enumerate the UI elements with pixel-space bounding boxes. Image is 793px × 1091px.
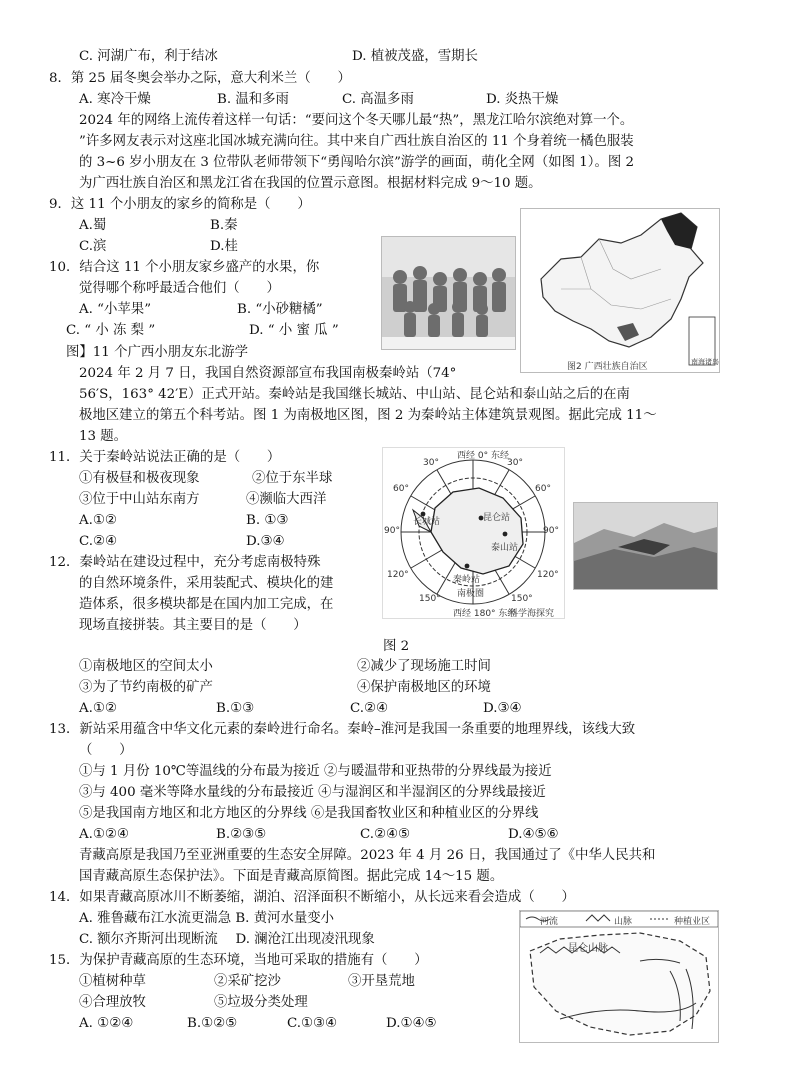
station-label: 秦岭站 xyxy=(453,575,481,585)
figure-caption: 图 2 xyxy=(383,639,410,654)
question-text: 的自然环境条件，采用装配式、模块化的建 xyxy=(79,576,334,591)
legend-veg: 种植业区 xyxy=(674,917,711,927)
deg-label: 30° xyxy=(507,458,523,468)
option-text: A. ①②④ xyxy=(79,1016,134,1031)
option-text: ④濒临大西洋 xyxy=(246,492,327,507)
option-text: A. “小苹果” xyxy=(79,302,152,317)
option-text: ⑤是我国南方地区和北方地区的分界线 ⑥是我国畜牧业区和种植业区的分界线 xyxy=(79,806,539,821)
option-text: C.①③④ xyxy=(287,1016,338,1031)
legend-mountain: 山脉 xyxy=(614,917,633,927)
option-text: ③位于中山站东南方 xyxy=(79,492,200,507)
option-text: ②减少了现场施工时间 xyxy=(357,659,491,674)
deg-label: 120° xyxy=(387,570,409,580)
question-text: 造体系，很多模块都是在国内加工完成，在 xyxy=(79,597,334,612)
deg-label: 90° xyxy=(384,526,400,536)
south-china-sea-label: 南海诸岛 xyxy=(691,358,719,366)
option-text: A.①② xyxy=(79,701,117,716)
option-text: ④合理放牧 xyxy=(79,995,146,1010)
deg-label: 120° xyxy=(537,570,559,580)
option-text: D.③④ xyxy=(246,534,285,549)
option-text: ③开垦荒地 xyxy=(348,974,415,989)
circle-label: 南极圈 xyxy=(457,589,485,599)
option-text: C. 额尔齐斯河出现断流 D. 澜沧江出现凌汛现象 xyxy=(79,932,375,947)
question-8: 8．第 25 届冬奥会举办之际，意大利米兰（ ） xyxy=(49,71,351,86)
option-text: D. 植被茂盛，雪期长 xyxy=(352,49,478,64)
option-text: C.滨 xyxy=(79,239,107,254)
tibet-plateau-map xyxy=(519,910,719,1043)
deg-label: 90° xyxy=(543,526,559,536)
china-location-map xyxy=(520,208,720,373)
option-text: D.①④⑤ xyxy=(386,1016,437,1031)
question-9: 9．这 11 个小朋友的家乡的简称是（ ） xyxy=(49,197,311,212)
material-text: 青藏高原是我国乃至亚洲重要的生态安全屏障。2023 年 4 月 26 日，我国通过了《中华人民共和 xyxy=(79,848,656,863)
material-text: 2024 年 2 月 7 日，我国自然资源部宣布我国南极秦岭站（74° xyxy=(79,366,457,381)
option-text: D.③④ xyxy=(483,701,522,716)
question-10: 10．结合这 11 个小朋友家乡盛产的水果，你 xyxy=(49,260,320,275)
question-text: （ ） xyxy=(79,743,133,758)
legend-river: 河流 xyxy=(540,917,559,927)
question-14: 14．如果青藏高原冰川不断萎缩，湖泊、沼泽面积不断缩小，从长远来看会造成（ ） xyxy=(49,890,575,905)
deg-label: 60° xyxy=(535,484,551,494)
deg-label: 150° xyxy=(419,594,441,604)
option-text: A.蜀 xyxy=(79,218,107,233)
material-text: 2024 年的网络上流传着这样一句话：“要问这个冬天哪儿最“热”，黑龙江哈尔滨绝对算一个。 xyxy=(79,113,634,128)
children-group-photo xyxy=(381,236,516,350)
material-text: 56′S，163° 42′E）正式开站。秦岭站是我国继长城站、中山站、昆仑站和泰山站之后的在南 xyxy=(79,387,630,402)
option-text: B. 温和多雨 xyxy=(217,92,289,107)
material-text: 极地区建立的第五个科考站。图 1 为南极地区图，图 2 为秦岭站主体建筑景观图。据此完成 11～ xyxy=(79,408,657,423)
material-text: 国青藏高原生态保护法》。下面是青藏高原简图。据此完成 14～15 题。 xyxy=(79,869,504,884)
deg-label: 60° xyxy=(393,484,409,494)
option-text: ②位于东半球 xyxy=(252,471,333,486)
option-text: A.①②④ xyxy=(79,827,129,842)
option-text: D. “ 小 蜜 瓜 ” xyxy=(249,323,339,338)
question-15: 15．为保护青藏高原的生态环境，当地可采取的措施有（ ） xyxy=(49,953,428,968)
option-text: D. 炎热干燥 xyxy=(486,92,559,107)
question-13: 13．新站采用蕴含中华文化元素的秦岭进行命名。秦岭–淮河是我国一条重要的地理界线，该线大致 xyxy=(49,722,636,737)
material-text: 为广西壮族自治区和黑龙江省在我国的位置示意图。根据材料完成 9～10 题。 xyxy=(79,176,542,191)
option-text: A. 寒冷干燥 xyxy=(79,92,151,107)
option-text: C.②④ xyxy=(79,534,118,549)
option-text: ①有极昼和极夜现象 xyxy=(79,471,200,486)
question-text: 现场直接拼装。其主要目的是（ ） xyxy=(79,618,307,633)
option-text: B. ①③ xyxy=(246,513,289,528)
source-label: 科学海探究 xyxy=(509,609,555,619)
material-text: 的 3~6 岁小朋友在 3 位带队老师带领下“勇闯哈尔滨”游学的画面，萌化全网（如图 1）。图 2 xyxy=(79,155,635,170)
option-text: B.①③ xyxy=(216,701,255,716)
option-text: C. 高温多雨 xyxy=(342,92,414,107)
option-text: ①与 1 月份 10℃等温线的分布最为接近 ②与暖温带和亚热带的分界线最为接近 xyxy=(79,764,552,779)
station-label: 昆仑站 xyxy=(483,513,511,523)
option-text: D.④⑤⑥ xyxy=(508,827,559,842)
option-text: ②采矿挖沙 xyxy=(214,974,281,989)
option-text: C.②④⑤ xyxy=(360,827,411,842)
question-text: 觉得哪个称呼最适合他们（ ） xyxy=(79,281,280,296)
option-text: C.②④ xyxy=(350,701,389,716)
option-text: B. “小砂糖橘” xyxy=(237,302,323,317)
deg-label: 150° xyxy=(511,594,533,604)
station-label: 长城站 xyxy=(413,517,441,527)
deg-label: 30° xyxy=(423,458,439,468)
map-label-top: 西经 0° 东经 xyxy=(457,451,509,461)
option-text: B.秦 xyxy=(210,218,238,233)
china-map-caption: 图2 广西壮族自治区 xyxy=(567,362,648,372)
antarctic-polar-map xyxy=(382,447,565,619)
option-text: B.①②⑤ xyxy=(187,1016,238,1031)
option-text: ①植树种草 xyxy=(79,974,146,989)
map-label-bottom: 西经 180° 东经 xyxy=(453,609,517,619)
figure-caption: 图】11 个广西小朋友东北游学 xyxy=(66,345,248,360)
option-text: ③为了节约南极的矿产 xyxy=(79,680,213,695)
material-text: 13 题。 xyxy=(79,429,128,444)
option-text: A.①② xyxy=(79,513,117,528)
option-text: ①南极地区的空间太小 xyxy=(79,659,213,674)
qinling-station-photo xyxy=(573,502,718,590)
option-text: ③与 400 毫米等降水量线的分布最接近 ④与湿润区和半湿润区的分界线最接近 xyxy=(79,785,546,800)
kunlun-label: 昆仑山脉 xyxy=(568,943,608,954)
material-text: ”许多网友表示对这座北国冰城充满向往。其中来自广西壮族自治区的 11 个身着统一橘色服装 xyxy=(79,134,634,149)
station-label: 泰山站 xyxy=(491,543,519,553)
question-12: 12．秦岭站在建设过程中，充分考虑南极特殊 xyxy=(49,555,321,570)
option-text: D.桂 xyxy=(210,239,238,254)
option-text: A. 雅鲁藏布江水流更湍急 B. 黄河水量变小 xyxy=(79,911,335,926)
option-text: B.②③⑤ xyxy=(216,827,267,842)
option-text: C. 河湖广布，利于结冰 xyxy=(79,49,218,64)
option-text: C. “ 小 冻 梨 ” xyxy=(66,323,156,338)
question-11: 11．关于秦岭站说法正确的是（ ） xyxy=(49,450,281,465)
option-text: ⑤垃圾分类处理 xyxy=(214,995,308,1010)
option-text: ④保护南极地区的环境 xyxy=(357,680,491,695)
